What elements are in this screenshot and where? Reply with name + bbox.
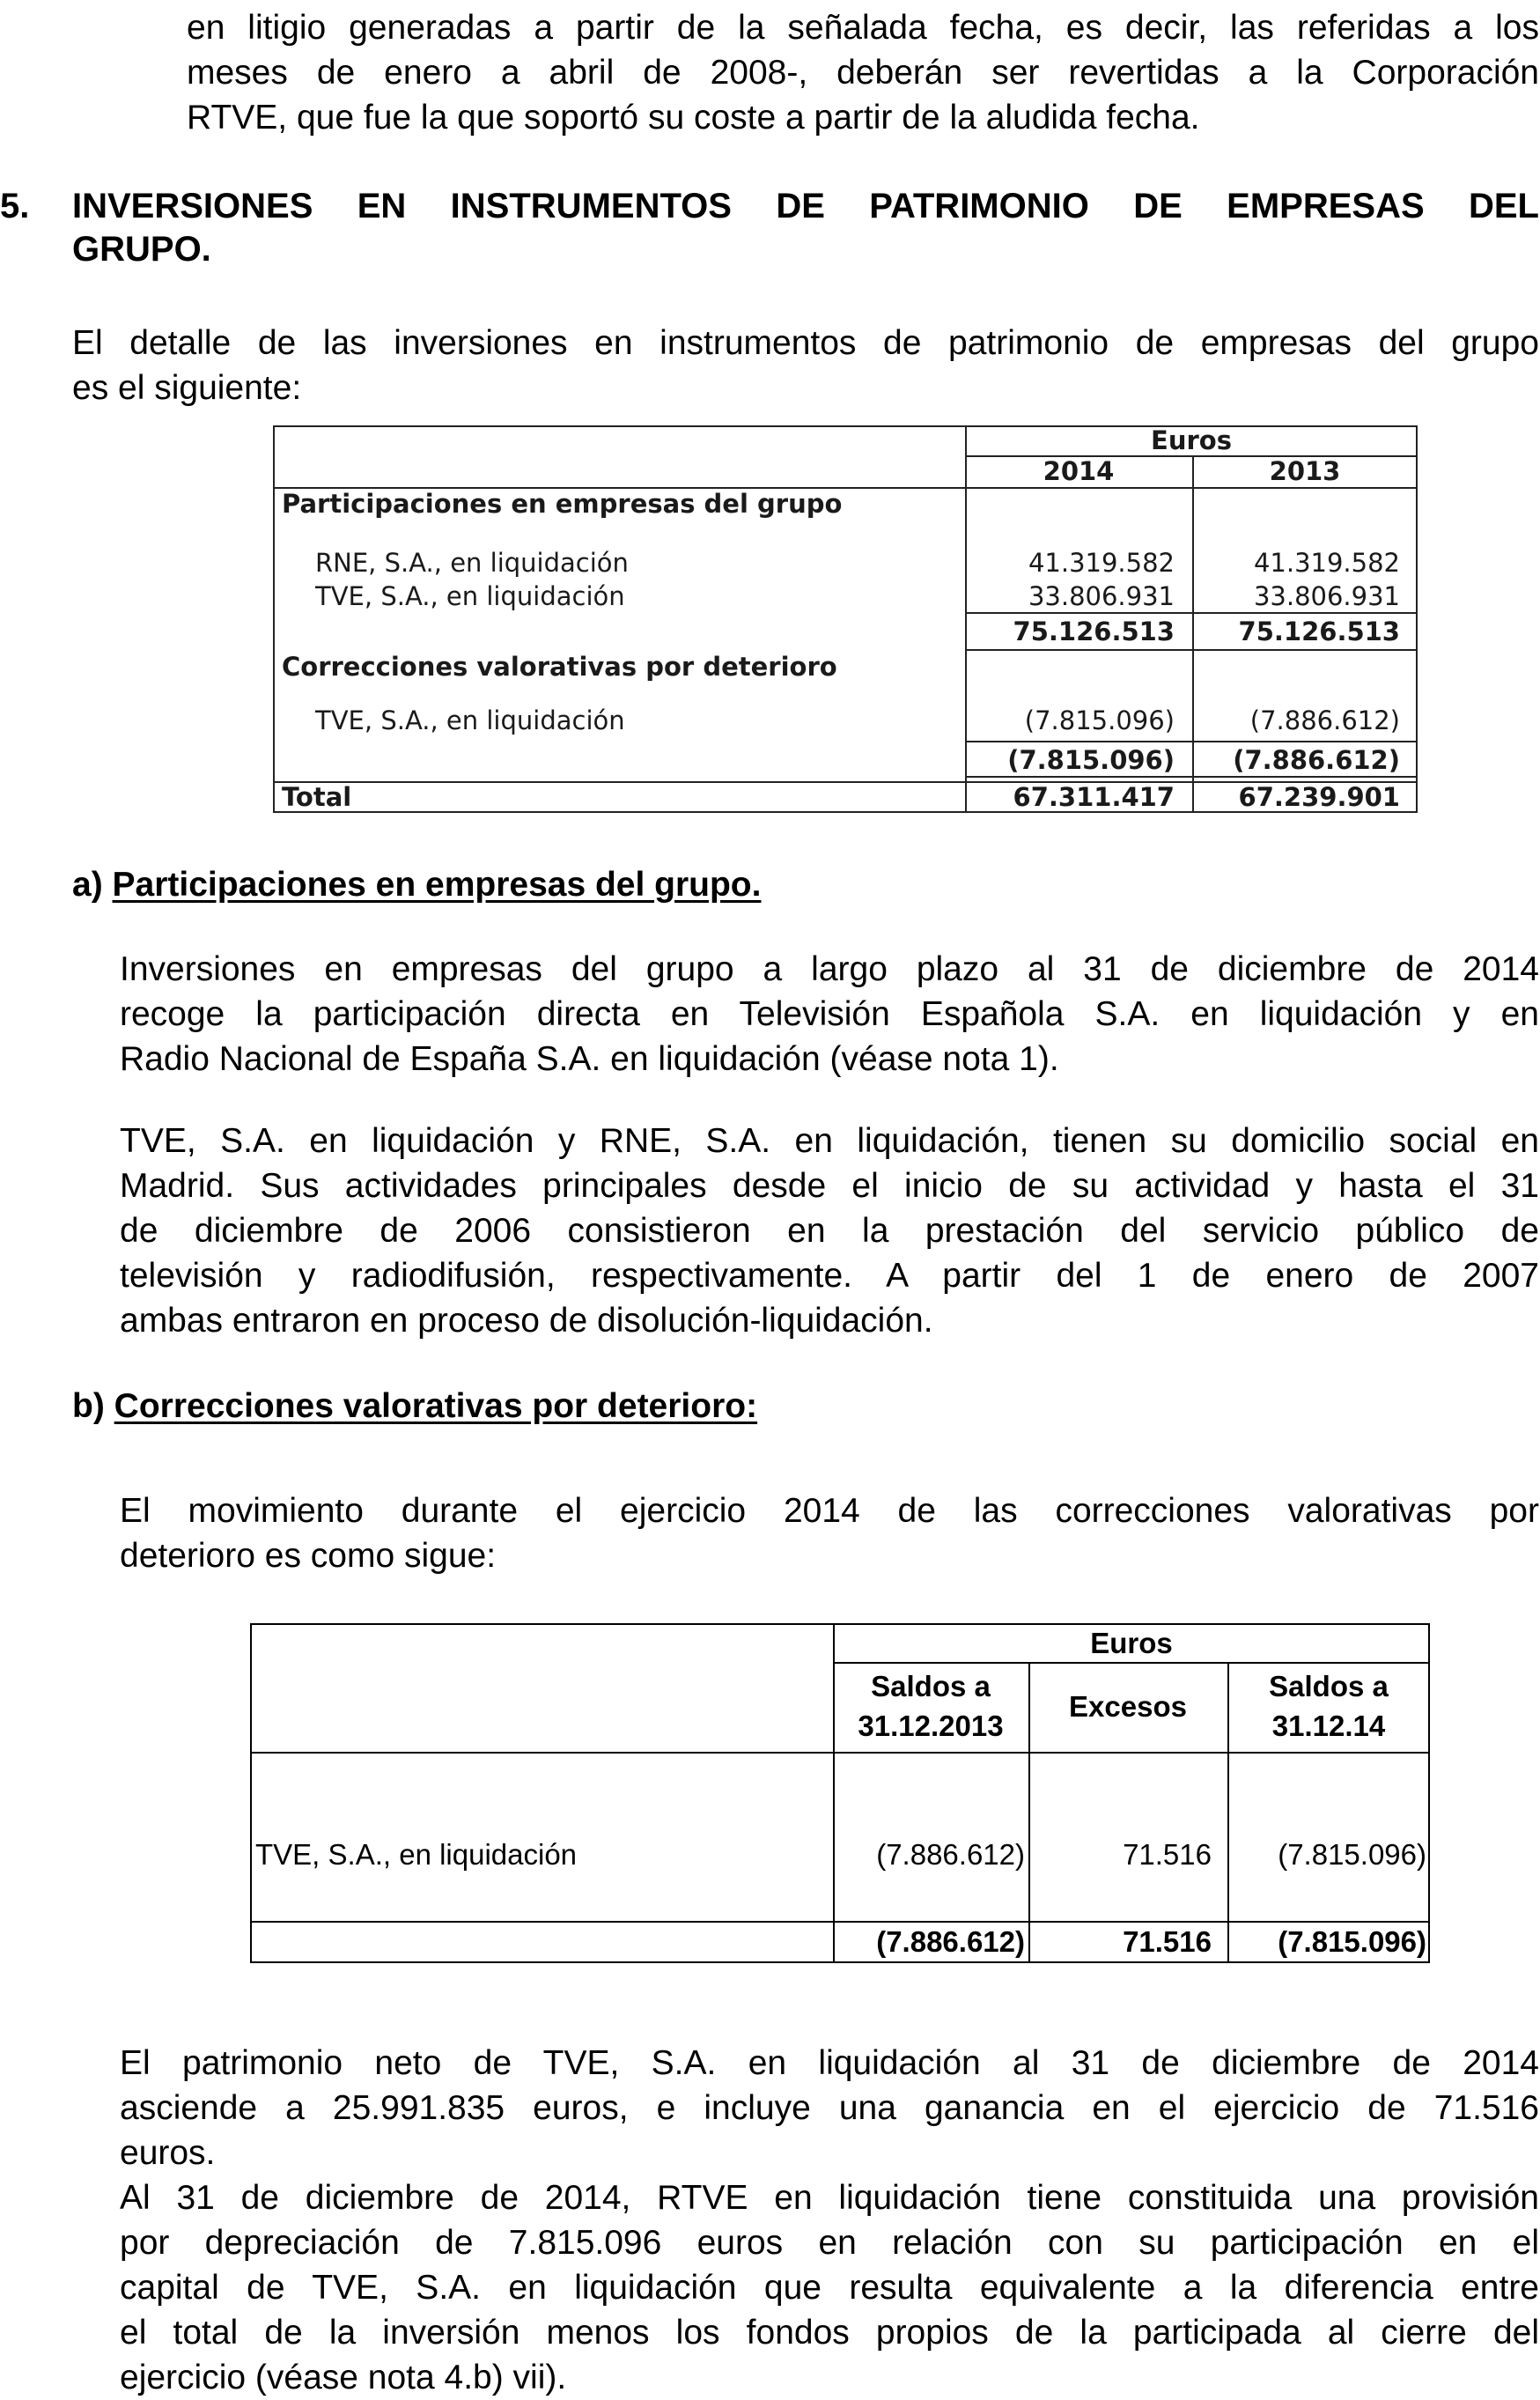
closing-line-1: El patrimonio neto de TVE, S.A. en liquidación al 31 de diciembre de 2014: [120, 2044, 1539, 2082]
subsection-b-letter: b): [72, 1387, 105, 1425]
row-value-saldos-2013: (7.886.612): [876, 1838, 1025, 1871]
row-label: TVE, S.A., en liquidación: [315, 581, 625, 611]
section-title-line-1: INVERSIONES EN INSTRUMENTOS DE PATRIMONIO DE EMPRESAS DEL: [72, 187, 1539, 225]
investments-table: [273, 425, 1418, 817]
para-a2-line-2: Madrid. Sus actividades principales desde el inicio de su actividad y hasta el 31: [120, 1167, 1539, 1205]
closing-line-8: ejercicio (véase nota 4.b) vii).: [120, 2359, 567, 2396]
para-b1-line-2: deterioro es como sigue:: [120, 1537, 497, 1575]
para-a2-line-3: de diciembre de 2006 consistieron en la prestación del servicio público de: [120, 1212, 1539, 1250]
row-value-saldos-2014: (7.815.096): [1278, 1838, 1426, 1871]
subsection-a-title: Participaciones en empresas del grupo.: [112, 866, 762, 904]
closing-line-6: capital de TVE, S.A. en liquidación que resulta equivalente a la diferencia entre: [120, 2269, 1539, 2307]
subsection-a-heading: [72, 863, 761, 907]
para-b1-line-1: El movimiento durante el ejercicio 2014 de las correcciones valorativas por: [120, 1492, 1539, 1530]
detail-text-line-1: El detalle de las inversiones en instrumentos de patrimonio de empresas del grupo: [72, 324, 1539, 362]
impairment-movement-table: [250, 1623, 1430, 1965]
subsection-b-title: Correcciones valorativas por deterioro:: [114, 1387, 758, 1425]
table-row-divider: [965, 741, 1418, 742]
header-euros: Euros: [1090, 1627, 1173, 1659]
total-excesos: 71.516: [1123, 1925, 1212, 1958]
table-row-divider: [965, 612, 1418, 614]
row-value-2014: (7.815.096): [1024, 705, 1175, 735]
row-value-2014: 33.806.931: [1028, 581, 1175, 611]
section-title-line-2: GRUPO.: [72, 230, 211, 269]
header-saldos-2013-line-2: 31.12.2013: [858, 1710, 1004, 1742]
subtotal-2013: (7.886.612): [1233, 745, 1400, 775]
total-2013: 67.239.901: [1238, 782, 1400, 812]
subtotal-2013: 75.126.513: [1238, 617, 1400, 646]
closing-line-3: euros.: [120, 2134, 216, 2172]
row-value-2013: (7.886.612): [1249, 705, 1400, 735]
section-number: 5.: [0, 187, 30, 225]
subsection-a-letter: a): [72, 866, 103, 904]
table-row-divider: [250, 1921, 1430, 1923]
header-euros: Euros: [1151, 425, 1232, 455]
para-a2-line-5: ambas entraron en proceso de disolución-liquidación.: [120, 1302, 933, 1340]
intro-line-3: RTVE, que fue la que soportó su coste a partir de la aludida fecha.: [187, 99, 1200, 137]
para-a1-line-2: recoge la participación directa en Televisión Española S.A. en liquidación y en: [120, 995, 1539, 1033]
table-row-divider: [965, 649, 1418, 651]
header-2014: 2014: [1043, 456, 1115, 486]
row-value-2013: 33.806.931: [1253, 581, 1400, 611]
para-a1-line-1: Inversiones en empresas del grupo a largo plazo al 31 de diciembre de 2014: [120, 950, 1539, 988]
subtotal-2014: 75.126.513: [1013, 617, 1175, 646]
intro-line-2: meses de enero a abril de 2008-, deberán ser revertidas a la Corporación: [187, 54, 1539, 92]
para-a1-line-3: Radio Nacional de España S.A. en liquidación (véase nota 1).: [120, 1040, 1059, 1078]
row-label: TVE, S.A., en liquidación: [255, 1838, 578, 1871]
para-a2-line-1: TVE, S.A. en liquidación y RNE, S.A. en liquidación, tienen su domicilio social en: [120, 1122, 1539, 1160]
row-value-2014: 41.319.582: [1028, 548, 1175, 578]
detail-text-line-2: es el siguiente:: [72, 369, 302, 407]
table-col-divider: [1227, 1662, 1229, 1963]
header-saldos-2014-line-1: Saldos a: [1269, 1670, 1389, 1702]
header-saldos-2014-line-2: 31.12.14: [1271, 1710, 1386, 1742]
section-correcciones: Correcciones valorativas por deterioro: [282, 652, 837, 682]
closing-line-7: el total de la inversión menos los fondos propios de la participada al cierre del: [120, 2314, 1539, 2352]
table-row-divider: [833, 1662, 1430, 1664]
header-2013: 2013: [1269, 456, 1341, 486]
total-saldos-2014: (7.815.096): [1278, 1925, 1426, 1958]
row-value-2013: 41.319.582: [1253, 548, 1400, 578]
para-a2-line-4: televisión y radiodifusión, respectivamente. A partir del 1 de enero de 2007: [120, 1257, 1539, 1295]
intro-line-1: en litigio generadas a partir de la señalada fecha, es decir, las referidas a los: [187, 9, 1539, 47]
total-saldos-2013: (7.886.612): [876, 1925, 1025, 1958]
header-excesos: Excesos: [1069, 1690, 1187, 1723]
subsection-b-heading: [72, 1385, 757, 1429]
closing-line-5: por depreciación de 7.815.096 euros en relación con su participación en el: [120, 2224, 1539, 2262]
table-row-divider: [250, 1752, 1430, 1754]
row-value-excesos: 71.516: [1123, 1838, 1212, 1871]
row-label: RNE, S.A., en liquidación: [315, 548, 629, 578]
subtotal-2014: (7.815.096): [1007, 745, 1175, 775]
table-row-divider: [965, 776, 1418, 778]
total-label: Total: [282, 782, 352, 812]
closing-line-2: asciende a 25.991.835 euros, e incluye una ganancia en el ejercicio de 71.516: [120, 2089, 1539, 2127]
section-participaciones: Participaciones en empresas del grupo: [282, 489, 843, 519]
closing-line-4: Al 31 de diciembre de 2014, RTVE en liquidación tiene constituida una provisión: [120, 2179, 1539, 2217]
header-saldos-2013-line-1: Saldos a: [871, 1670, 991, 1702]
total-2014: 67.311.417: [1013, 782, 1175, 812]
row-label: TVE, S.A., en liquidación: [315, 705, 625, 735]
